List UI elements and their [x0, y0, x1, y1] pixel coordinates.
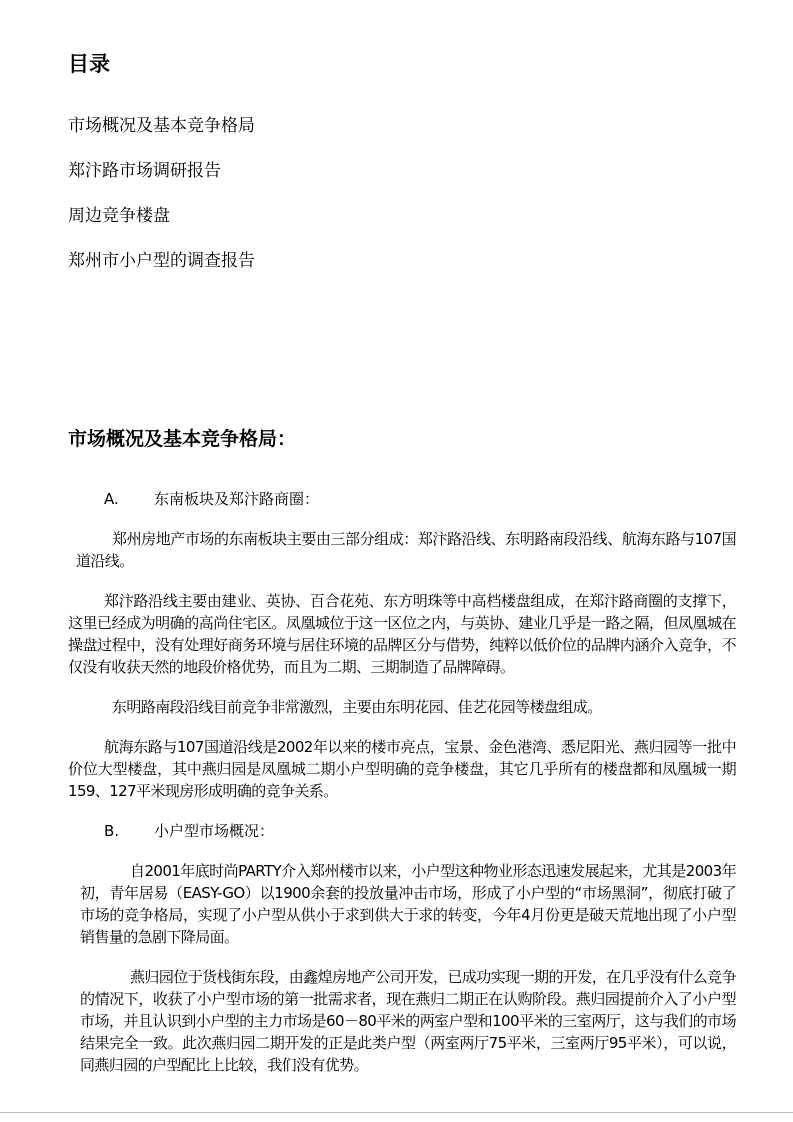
subsection-title: 东南板块及郑汴路商圈： [154, 490, 320, 508]
toc-item[interactable]: 市场概况及基本竞争格局 [68, 116, 255, 136]
section-title: 市场概况及基本竞争格局： [68, 428, 297, 450]
subsection-b-heading [68, 820, 736, 842]
toc-item[interactable]: 周边竞争楼盘 [68, 206, 170, 226]
paragraph: 航海东路与107国道沿线是2002年以来的楼市亮点，宝景、金色港湾、悉尼阳光、燕归园等一批中价位大型楼盘，其中燕归园是凤凰城二期小户型明确的竞争楼盘，其它几乎所有的楼盘都和凤凰城一期159、127平米现房形成明确的竞争关系。 [68, 738, 736, 800]
toc-item[interactable]: 郑州市小户型的调查报告 [68, 251, 255, 271]
subsection-title: 小户型市场概况： [154, 822, 275, 840]
paragraph: 燕归园位于货栈街东段，由鑫煌房地产公司开发，已成功实现一期的开发，在几乎没有什么竞争的情况下，收获了小户型市场的第一批需求者，现在燕归二期正在认购阶段。燕归园提前介入了小户型市场，并且认识到小户型的主力市场是60－80平米的两室户型和100平米的三室两厅，这与我们的市场结果完全一致。此次燕归园二期开发的正是此类户型（两室两厅75平米，三室两厅95平米），可以说，同燕归园的户型配比上比较，我们没有优势。 [80, 968, 736, 1074]
toc-title: 目录 [68, 52, 110, 76]
paragraph: 东明路南段沿线目前竞争非常激烈，主要由东明花园、佳艺花园等楼盘组成。 [112, 698, 602, 716]
paragraph: 郑州房地产市场的东南板块主要由三部分组成：郑汴路沿线、东明路南段沿线、航海东路与107国道沿线。 [76, 530, 736, 570]
toc-list [68, 114, 255, 294]
page-bottom-rule [0, 1112, 793, 1113]
toc-item[interactable]: 郑汴路市场调研报告 [68, 161, 221, 181]
section-body [68, 488, 736, 1094]
paragraph: 郑汴路沿线主要由建业、英协、百合花苑、东方明珠等中高档楼盘组成，在郑汴路商圈的支撑下，这里已经成为明确的高尚住宅区。凤凰城位于这一区位之内，与英协、建业几乎是一路之隔，但凤凰城在操盘过程中，没有处理好商务环境与居住环境的品牌区分与借势，纯粹以低价位的品牌内涵介入竞争，不仅没有收获天然的地段价格优势，而且为二期、三期制造了品牌障碍。 [68, 592, 736, 676]
subsection-letter: A. [104, 490, 119, 508]
subsection-a-heading [68, 488, 736, 510]
subsection-letter: B. [104, 822, 120, 840]
paragraph: 自2001年底时尚PARTY介入郑州楼市以来，小户型这种物业形态迅速发展起来，尤其是2003年初，青年居易（EASY-GO）以1900余套的投放量冲击市场，形成了小户型的“市场黑洞”，彻底打破了市场的竞争格局，实现了小户型从供小于求到供大于求的转变，今年4月份更是破天荒地出现了小户型销售量的急剧下降局面。 [80, 862, 736, 946]
